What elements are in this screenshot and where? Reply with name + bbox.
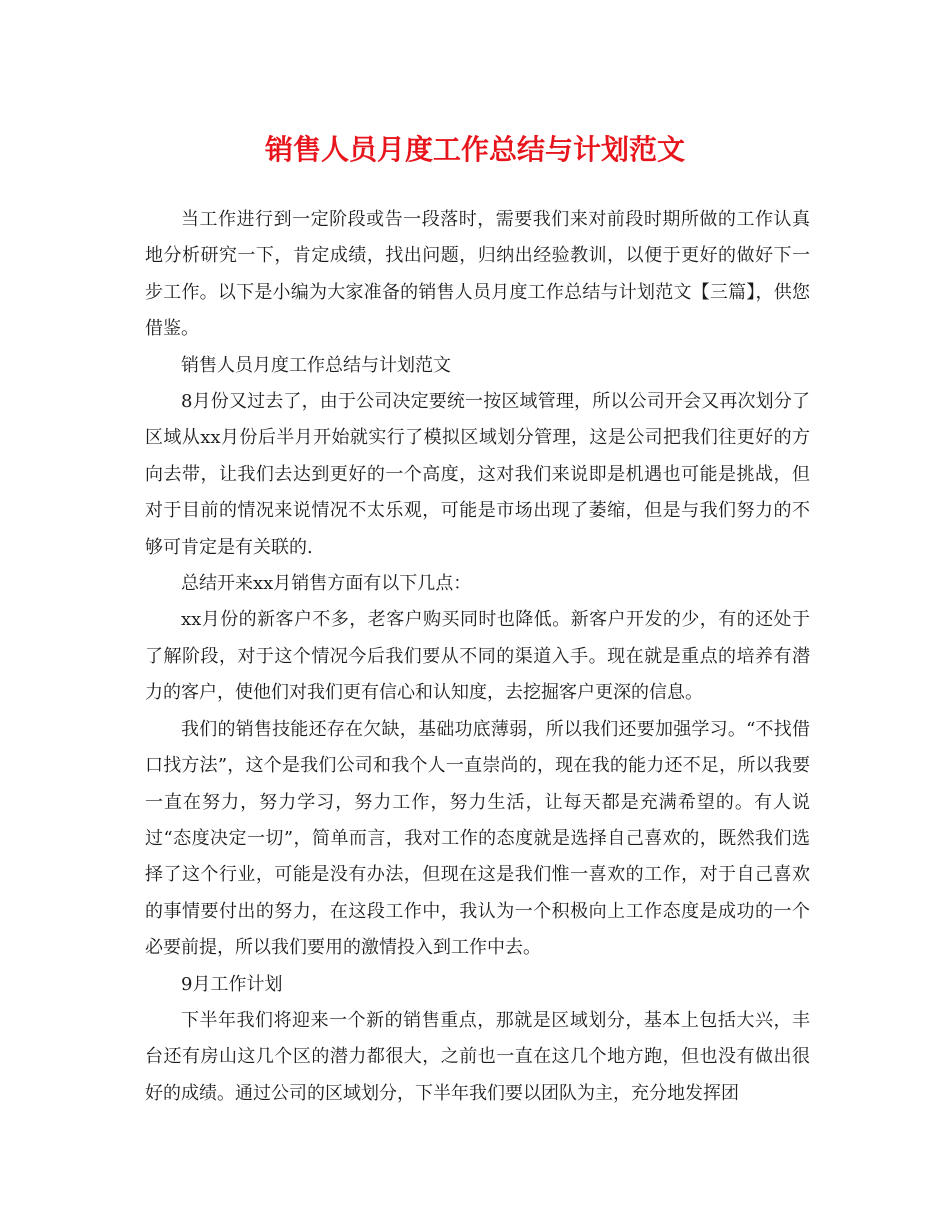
document-body <box>145 202 810 1112</box>
section-heading: 销售人员月度工作总结与计划范文 <box>181 354 451 376</box>
document-title: 销售人员月度工作总结与计划范文 <box>264 133 685 166</box>
summary-lead-paragraph: 总结开来xx月销售方面有以下几点： <box>181 573 472 595</box>
body-paragraph: 8月份又过去了，由于公司决定要统一按区域管理，所以公司开会又再次划分了区域从xx月份后半月开始就实行了模拟区域划分管理，这是公司把我们往更好的方向去带，让我们去达到更好的一个高度，这对我们来说即是机遇也可能是挑战，但对于目前的情况来说情况不太乐观，可能是市场出现了萎缩，但是与我们努力的不够可肯定是有关联的. <box>145 391 810 558</box>
plan-heading: 9月工作计划 <box>181 973 283 995</box>
body-paragraph: 下半年我们将迎来一个新的销售重点，那就是区域划分，基本上包括大兴，丰台还有房山这几个区的潜力都很大，之前也一直在这几个地方跑，但也没有做出很好的成绩。通过公司的区域划分，下半年我们要以团队为主，充分地发挥团 <box>145 1009 810 1104</box>
intro-paragraph: 当工作进行到一定阶段或告一段落时，需要我们来对前段时期所做的工作认真地分析研究一下，肯定成绩，找出问题，归纳出经验教训，以便于更好的做好下一步工作。以下是小编为大家准备的销售人员月度工作总结与计划范文【三篇】，供您借鉴。 <box>145 209 810 340</box>
body-paragraph: xx月份的新客户不多，老客户购买同时也降低。新客户开发的少，有的还处于了解阶段，对于这个情况今后我们要从不同的渠道入手。现在就是重点的培养有潜力的客户，使他们对我们更有信心和认知度，去挖掘客户更深的信息。 <box>145 609 810 704</box>
body-paragraph: 我们的销售技能还存在欠缺，基础功底薄弱，所以我们还要加强学习。“不找借口找方法”，这个是我们公司和我个人一直崇尚的，现在我的能力还不足，所以我要一直在努力，努力学习，努力工作，努力生活，让每天都是充满希望的。有人说过“态度决定一切”，简单而言，我对工作的态度就是选择自己喜欢的，既然我们选择了这个行业，可能是没有办法，但现在这是我们惟一喜欢的工作，对于自己喜欢的事情要付出的努力，在这段工作中，我认为一个积极向上工作态度是成功的一个必要前提，所以我们要用的激情投入到工作中去。 <box>145 718 810 959</box>
